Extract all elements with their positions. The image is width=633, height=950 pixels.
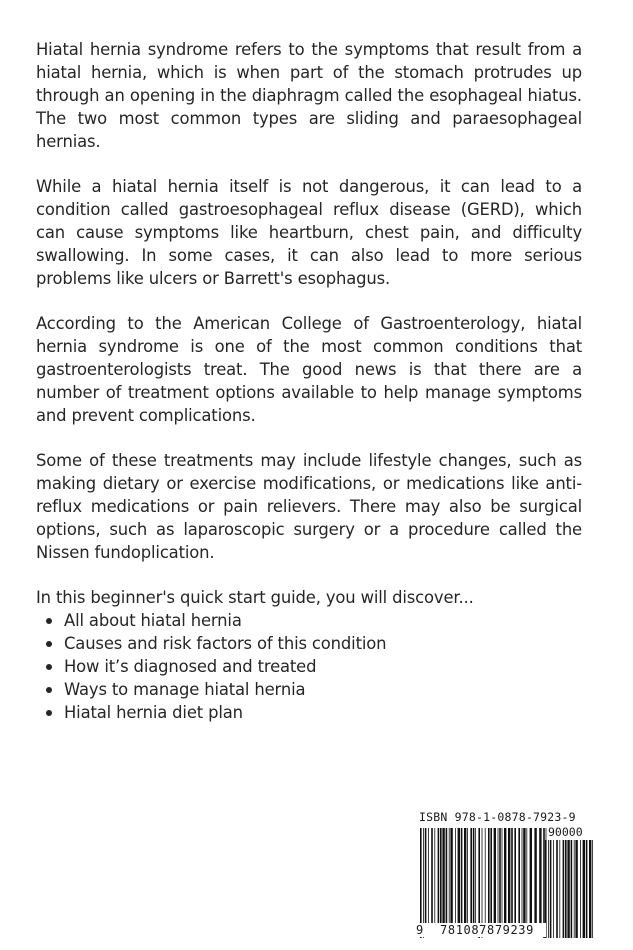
barcode-bar bbox=[563, 840, 565, 938]
barcode-bar bbox=[550, 840, 552, 938]
paragraph-treatments: Some of these treatments may include lifestyle changes, such as making dietary or exercise modifications, or medications like anti-reflux medications or pain relievers. There may also be surgical options, such as laparoscopic surgery or a procedure called the Nissen fundoplication. bbox=[36, 451, 582, 562]
barcode-bar bbox=[575, 840, 577, 938]
barcode-bar bbox=[518, 828, 520, 923]
isbn-label: ISBN 978-1-0878-7923-9 bbox=[419, 810, 576, 824]
barcode-bar bbox=[592, 840, 593, 938]
barcode-bar bbox=[556, 840, 558, 938]
barcode-bar bbox=[553, 840, 554, 938]
barcode-bar bbox=[478, 828, 480, 938]
barcode-bar bbox=[502, 828, 503, 923]
barcode-bar bbox=[539, 828, 541, 923]
barcode-bar bbox=[508, 828, 510, 923]
barcode-bar bbox=[464, 828, 466, 923]
barcode-bar bbox=[420, 828, 422, 938]
barcode-bar bbox=[450, 828, 452, 923]
barcode-bar bbox=[511, 828, 513, 923]
barcode-bar bbox=[425, 828, 427, 923]
barcode-bar bbox=[580, 840, 581, 938]
barcode-bar bbox=[490, 828, 492, 923]
barcode-bar bbox=[530, 828, 532, 923]
barcode-bar bbox=[428, 828, 429, 923]
bullet-icon bbox=[46, 618, 52, 624]
bullet-icon bbox=[46, 641, 52, 647]
list-item-label: Hiatal hernia diet plan bbox=[64, 703, 243, 722]
barcode-bar bbox=[461, 828, 463, 923]
barcode-bar bbox=[458, 828, 460, 923]
guide-intro: In this beginner's quick start guide, you will discover... bbox=[36, 588, 474, 607]
barcode-bar bbox=[589, 840, 591, 938]
barcode-bar bbox=[446, 828, 448, 923]
barcode-bar bbox=[571, 840, 573, 938]
barcode-bar bbox=[548, 840, 549, 938]
barcode-bar bbox=[559, 840, 560, 938]
bullet-icon bbox=[46, 710, 52, 716]
barcode-bar bbox=[449, 828, 450, 923]
paragraph-intro: Hiatal hernia syndrome refers to the symptoms that result from a hiatal hernia, which is when part of the stomach protrudes up through an opening in the diaphragm called the esophageal hiatus. The two most common types are sliding and paraesophageal hernias. bbox=[36, 40, 582, 151]
barcode-bar bbox=[485, 828, 486, 923]
paragraph-gerd: While a hiatal hernia itself is not dangerous, it can lead to a condition called gastroesophageal reflux disease (GERD), which can cause symptoms like heartburn, chest pain, and difficulty swallowing. In some cases, it can also lead to more serious problems like ulcers or Barrett's esophagus. bbox=[36, 177, 582, 288]
barcode-bar bbox=[583, 840, 585, 938]
discover-list bbox=[36, 609, 582, 724]
barcode-bar bbox=[498, 828, 499, 923]
barcode-bar bbox=[438, 828, 440, 923]
paragraph-acg: According to the American College of Gastroenterology, hiatal hernia syndrome is one of the most common conditions that gastroenterologists treat. The good news is that there are a number of treatment options available to help manage symptoms and prevent complications. bbox=[36, 314, 582, 425]
list-item-label: How it’s diagnosed and treated bbox=[64, 657, 317, 676]
barcode-bar bbox=[565, 840, 567, 938]
list-item bbox=[36, 632, 582, 655]
barcode-bar bbox=[494, 828, 496, 923]
list-item bbox=[36, 655, 582, 678]
barcode-bar bbox=[475, 828, 476, 923]
list-item bbox=[36, 701, 582, 724]
bullet-icon bbox=[46, 664, 52, 670]
list-item-label: Ways to manage hiatal hernia bbox=[64, 680, 306, 699]
barcode-bar bbox=[455, 828, 456, 923]
ean-first-digit: 9 bbox=[416, 923, 426, 937]
price-barcode-bars bbox=[545, 840, 595, 938]
barcode-bar bbox=[574, 840, 575, 938]
barcode-bar bbox=[514, 828, 516, 923]
barcode-bar bbox=[434, 828, 435, 923]
barcode-bar bbox=[442, 828, 444, 923]
barcode-bar bbox=[504, 828, 506, 923]
barcode-bar bbox=[567, 840, 569, 938]
barcode-bar bbox=[473, 828, 475, 923]
list-item-label: All about hiatal hernia bbox=[64, 611, 242, 630]
barcode-bar bbox=[470, 828, 472, 923]
barcode-bar bbox=[440, 828, 442, 923]
list-item bbox=[36, 678, 582, 701]
barcode-bar bbox=[499, 828, 501, 923]
list-item bbox=[36, 609, 582, 632]
barcode-bar bbox=[526, 828, 527, 923]
bullet-icon bbox=[46, 687, 52, 693]
barcode-bar bbox=[534, 828, 536, 923]
barcode-bar bbox=[482, 828, 483, 938]
ean-barcode-bars bbox=[420, 828, 548, 938]
barcode-bar bbox=[586, 840, 588, 938]
barcode-bar bbox=[488, 828, 490, 923]
price-code: 90000 bbox=[548, 825, 583, 839]
barcode-bar bbox=[523, 828, 525, 923]
barcode-bar bbox=[423, 828, 424, 938]
list-item-label: Causes and risk factors of this condition bbox=[64, 634, 387, 653]
back-cover-text bbox=[36, 38, 582, 724]
barcode-bar bbox=[431, 828, 433, 923]
barcode-bar bbox=[522, 828, 523, 923]
isbn-barcode bbox=[416, 810, 599, 942]
barcode-bar bbox=[467, 828, 468, 923]
ean-digits: 781087879239 bbox=[428, 923, 546, 937]
